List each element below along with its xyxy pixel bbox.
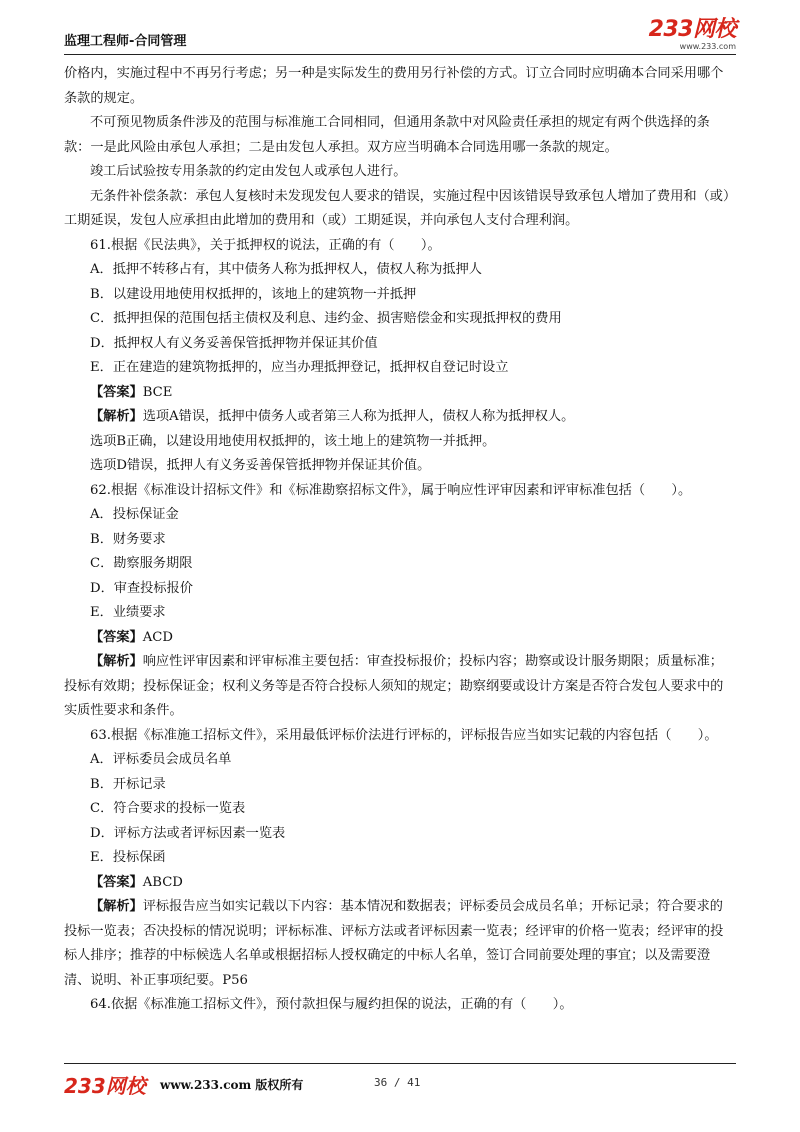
question-stem: 64.依据《标准施工招标文件》，预付款担保与履约担保的说法，正确的有（ ）。 (90, 997, 573, 1012)
answer-line (64, 871, 736, 896)
brand-logo[interactable] (649, 18, 736, 51)
logo-url: www.233.com (679, 42, 736, 51)
header-divider (64, 54, 736, 55)
question-option: D．评标方法或者评标因素一览表 (90, 825, 286, 841)
answer-tag: 【答案】 (90, 384, 143, 400)
answer-value: ACD (142, 629, 173, 645)
analysis-tag: 【解析】 (90, 409, 143, 424)
analysis-tag: 【解析】 (90, 899, 143, 914)
question-option: B．以建设用地使用权抵押的，该地上的建筑物一并抵押 (90, 286, 417, 302)
paragraph: 价格内，实施过程中不再另行考虑；另一种是实际发生的费用另行补偿的方式。订立合同时应明确本合同采用哪个条款的规定。 (64, 66, 724, 106)
answer-value: ABCD (142, 874, 183, 890)
question-stem: 61.根据《民法典》，关于抵押权的说法，正确的有（ ）。 (90, 237, 441, 253)
page-header (64, 18, 736, 54)
document-title: 监理工程师-合同管理 (64, 34, 187, 49)
answer-line (64, 381, 736, 406)
paragraph: 不可预见物质条件涉及的范围与标准施工合同相同，但通用条款中对风险责任承担的规定有两个供选择的条款：一是此风险由承包人承担；二是由发包人承担。双方应当明确本合同选用哪一条款的规定。 (64, 115, 710, 155)
analysis-line (64, 405, 736, 430)
question-option: A．投标保证金 (90, 507, 179, 522)
question-option: E．业绩要求 (90, 605, 166, 620)
analysis-text: 选项B正确，以建设用地使用权抵押的，该土地上的建筑物一并抵押。 (90, 433, 496, 449)
question-stem: 62.根据《标准设计招标文件》和《标准勘察招标文件》，属于响应性评审因素和评审标准包括（ ）。 (90, 482, 692, 498)
question-option: C．抵押担保的范围包括主债权及利息、违约金、损害赔偿金和实现抵押权的费用 (90, 311, 562, 326)
document-body (64, 62, 736, 1018)
answer-tag: 【答案】 (90, 629, 143, 645)
answer-value: BCE (142, 384, 173, 400)
paragraph: 无条件补偿条款：承包人复核时未发现发包人要求的错误，实施过程中因该错误导致承包人增加了费用和（或）工期延误，发包人应承担由此增加的费用和（或）工期延误，并向承包人支付合理利润。 (64, 188, 730, 228)
answer-tag: 【答案】 (90, 874, 143, 890)
question-option: E．正在建造的建筑物抵押的，应当办理抵押登记，抵押权自登记时设立 (90, 360, 509, 375)
question-option: A．抵押不转移占有，其中债务人称为抵押权人，债权人称为抵押人 (90, 262, 482, 277)
copyright-text: www.233.com 版权所有 (160, 1078, 304, 1092)
analysis-tag: 【解析】 (90, 654, 143, 669)
analysis-line (64, 895, 736, 993)
question-option: D．审查投标报价 (90, 580, 193, 596)
question-option: D．抵押权人有义务妥善保管抵押物并保证其价值 (90, 335, 378, 351)
question-option: B．开标记录 (90, 776, 166, 792)
analysis-text: 选项D错误，抵押人有义务妥善保管抵押物并保证其价值。 (90, 458, 431, 473)
question-option: C．符合要求的投标一览表 (90, 801, 246, 816)
page-footer (64, 1068, 736, 1098)
analysis-line (64, 650, 736, 724)
analysis-text: 评标报告应当如实记载以下内容：基本情况和数据表；评标委员会成员名单；开标记录；符合要求的投标一览表；否决投标的情况说明；评标标准、评标方法或者评标因素一览表；经评审的价格一览表；经评审的投标人排序；推荐的中标候选人名单或根据招标人授权确定的中标人名单，签订合同前要处理的事宜；以及需要澄清、说明、补正事项纪要。P56 (64, 899, 724, 988)
question-option: B．财务要求 (90, 531, 166, 547)
paragraph: 竣工后试验按专用条款的约定由发包人或承包人进行。 (90, 164, 407, 179)
answer-line (64, 626, 736, 651)
question-option: A．评标委员会成员名单 (90, 752, 232, 767)
footer-logo[interactable]: 233网校 (64, 1074, 146, 1098)
logo-text: 233网校 (648, 17, 736, 42)
analysis-text: 响应性评审因素和评审标准主要包括：审查投标报价；投标内容；勘察或设计服务期限；质量标准；投标有效期；投标保证金；权利义务等是否符合投标人须知的规定；勘察纲要或设计方案是否符合发包人要求中的实质性要求和条件。 (64, 654, 724, 718)
question-option: C．勘察服务期限 (90, 556, 193, 571)
page-number: 36 / 41 (374, 1076, 421, 1089)
analysis-text: 选项A错误，抵押中债务人或者第三人称为抵押人，债权人称为抵押权人。 (142, 409, 575, 424)
question-stem: 63.根据《标准施工招标文件》，采用最低评标价法进行评标的，评标报告应当如实记载的内容包括（ ）。 (90, 727, 718, 743)
footer-divider (64, 1063, 736, 1064)
question-option: E．投标保函 (90, 850, 166, 865)
